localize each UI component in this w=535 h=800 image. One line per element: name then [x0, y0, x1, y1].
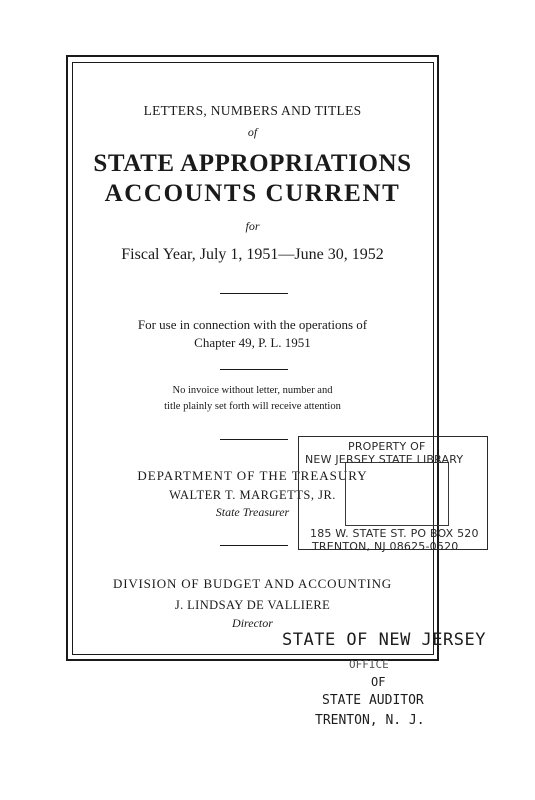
auditor-stamp-line-5: TRENTON, N. J.	[315, 713, 425, 728]
auditor-stamp-line-2: OFFICE	[349, 658, 389, 671]
usage-note-line-1: For use in connection with the operations of	[137, 317, 368, 332]
library-stamp-line-2: NEW JERSEY STATE LIBRARY	[305, 453, 464, 466]
director-name: J. LINDSAY DE VALLIERE	[174, 598, 331, 612]
auditor-stamp-line-4: STATE AUDITOR	[322, 693, 424, 708]
divider-rule	[220, 545, 288, 546]
auditor-stamp-line-1: STATE OF NEW JERSEY	[282, 630, 486, 650]
divider-rule	[220, 293, 288, 294]
heading-state-appropriations: STATE APPROPRIATIONS	[93, 150, 412, 177]
divider-rule	[220, 439, 288, 440]
library-stamp-line-1: PROPERTY OF	[348, 440, 426, 453]
invoice-note-line-2: title plainly set forth will receive attention	[164, 401, 341, 412]
library-stamp-inner-box	[345, 462, 449, 526]
usage-note-line-2: Chapter 49, P. L. 1951	[194, 335, 311, 350]
treasurer-title: State Treasurer	[215, 505, 290, 519]
heading-accounts-current: ACCOUNTS CURRENT	[104, 180, 401, 207]
heading-of: of	[247, 125, 258, 139]
library-stamp-line-3: 185 W. STATE ST. PO BOX 520	[310, 527, 479, 540]
budget-division: DIVISION OF BUDGET AND ACCOUNTING	[113, 576, 392, 591]
divider-rule	[220, 369, 288, 370]
auditor-stamp-line-3: OF	[371, 675, 386, 689]
invoice-note-line-1: No invoice without letter, number and	[172, 385, 333, 396]
director-title: Director	[232, 616, 273, 630]
fiscal-year: Fiscal Year, July 1, 1951—June 30, 1952	[121, 246, 384, 263]
library-stamp-line-4: TRENTON, NJ 08625-0520	[312, 540, 459, 553]
heading-for: for	[245, 219, 260, 233]
heading-letters-numbers-titles: LETTERS, NUMBERS AND TITLES	[143, 103, 362, 118]
treasury-department: DEPARTMENT OF THE TREASURY	[137, 468, 368, 483]
treasurer-name: WALTER T. MARGETTS, JR.	[169, 488, 336, 502]
